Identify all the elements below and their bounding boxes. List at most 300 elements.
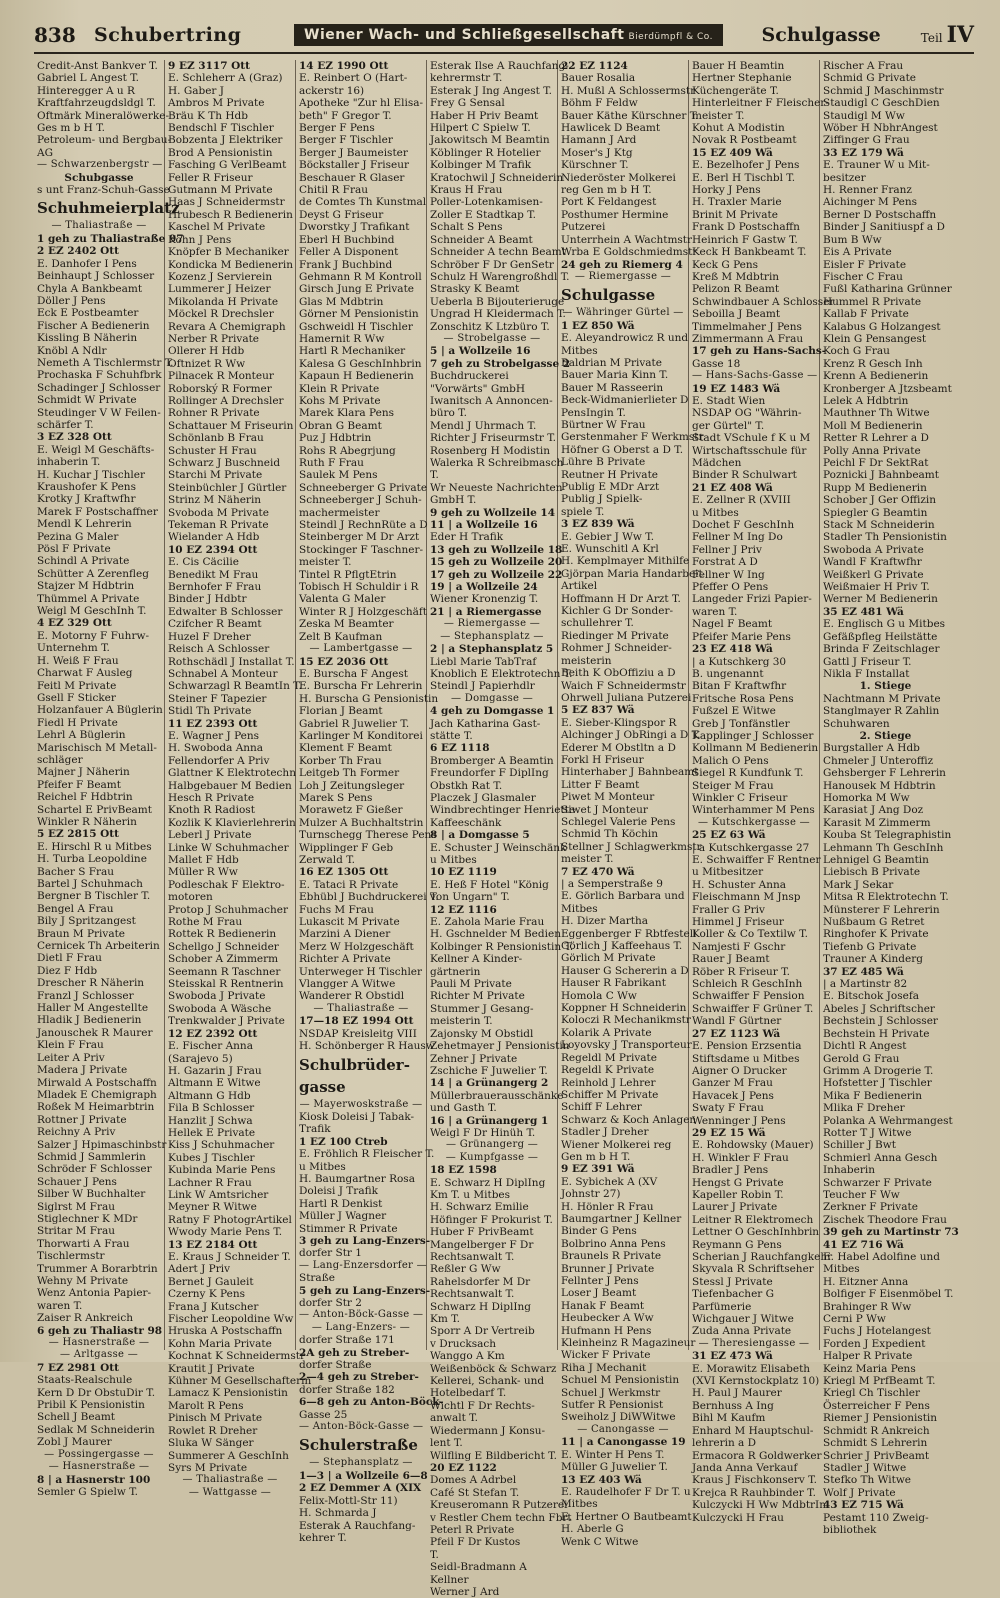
resident-entry: Schulz H Warengroßhdl T.: [430, 270, 570, 283]
resident-entry: Retter R Lehrer a D: [823, 432, 929, 445]
resident-entry: Podleschak F Elektro-: [168, 878, 285, 891]
resident-entry: Köblinger R Hotelier: [430, 146, 541, 159]
house-number-entry: 5 EZ 2815 Ott: [37, 828, 120, 841]
resident-entry: Frank J Buchbind: [299, 258, 393, 271]
resident-entry: Schmidt W Private: [37, 394, 137, 407]
house-number-entry: 10 EZ 2394 Ott: [168, 543, 258, 556]
resident-entry: Kozlik K Klavierlehrerin: [168, 816, 296, 829]
cross-street-marker: — Hasnerstraße —: [48, 1461, 150, 1473]
resident-entry: Kraftfahrzeugdsldgl T.: [37, 97, 156, 110]
resident-entry: Edwalter B Schlosser: [168, 605, 283, 618]
resident-entry: kehrermstr T.: [430, 72, 503, 85]
resident-entry: meisterin T.: [430, 1015, 493, 1028]
resident-entry: Liebisch B Private: [823, 866, 921, 879]
resident-entry: Kichler G Dr Sonder-: [561, 605, 674, 618]
resident-entry: E. Schwaiffer F Rentner: [692, 854, 821, 866]
resident-entry: Rosenberg H Modistin: [430, 444, 550, 457]
resident-entry: Lelek A Hdbtrin: [823, 394, 909, 407]
resident-entry: Kalesa G GeschInhbrin: [299, 357, 422, 370]
resident-entry: T.: [430, 1548, 439, 1561]
house-number-entry: 39 geh zu Martinstr 73: [823, 1226, 959, 1239]
resident-entry: Keck G Pens: [692, 258, 759, 271]
resident-entry: Alchinger J ObRingi a D T.: [561, 729, 701, 742]
resident-entry: | a Semperstraße 9: [561, 878, 663, 890]
house-number-entry: 11 | a Wollzeile 16: [430, 519, 538, 532]
resident-entry: Stessl J Private: [692, 1275, 773, 1288]
resident-entry: Trenkwalder J Private: [168, 1015, 285, 1028]
resident-entry: Pösl F Private: [37, 543, 111, 556]
resident-entry: Regeldl K Private: [561, 1064, 655, 1077]
resident-entry: Bartel J Schuhmach: [37, 878, 143, 890]
resident-entry: Salzer J Hpimaschinbstr: [37, 1138, 167, 1151]
resident-entry: Piwet M Monteur: [561, 791, 655, 804]
resident-entry: Mangelberger F Dr: [430, 1238, 534, 1251]
resident-entry: Fritsche Rosa Pens: [692, 692, 794, 705]
resident-entry: E. Wunschitl A Krl: [561, 543, 659, 556]
resident-entry: Rechtsanwalt T.: [430, 1288, 515, 1301]
resident-entry: Loser J Beamt: [561, 1287, 637, 1300]
resident-entry: Poller-Lotenkamisen-: [430, 196, 543, 209]
resident-entry: Rupp M Bedienerin: [823, 481, 927, 494]
cross-street-marker: — Thaliastraße —: [313, 1002, 409, 1014]
resident-entry: Mika F Bedienerin: [823, 1089, 923, 1102]
resident-entry: Wöber H NbhrAngest: [823, 122, 938, 135]
resident-entry: Glas M Mdbtrin: [299, 295, 384, 308]
resident-entry: H. Baumgartner Rosa: [299, 1172, 415, 1185]
resident-entry: Scherian J Rauchfangkehr: [692, 1251, 833, 1263]
resident-entry: Riemer J Pensionistin: [823, 1412, 938, 1425]
resident-entry: Kaffeeschänk: [430, 816, 502, 829]
resident-entry: Meyner R Witwe: [168, 1201, 257, 1214]
resident-entry: Madera J Private: [37, 1064, 128, 1077]
cross-street-marker: — Kumpfgasse —: [445, 1151, 539, 1163]
house-number-entry: 27 EZ 1123 Wä: [692, 1027, 781, 1040]
resident-entry: Marolt R Pens: [168, 1399, 244, 1412]
resident-entry: Ungrad H Kleidermach T.: [430, 308, 566, 321]
resident-entry: Laurer J Private: [692, 1201, 778, 1214]
resident-entry: Siegel R Kundfunk T.: [692, 767, 804, 780]
house-number-entry: 10 EZ 1119: [430, 866, 497, 879]
resident-entry: ackerstr 16): [299, 84, 365, 97]
resident-entry: Bily J Spritzangest: [37, 915, 136, 928]
resident-entry: H. Schwarz Emilie: [430, 1201, 529, 1214]
teil-number: IV: [946, 22, 974, 48]
resident-entry: E. Gebier J Ww T.: [561, 530, 655, 543]
resident-entry: Klein R Private: [299, 382, 380, 395]
resident-entry: Mlika F Dreher: [823, 1102, 905, 1115]
resident-entry: Hengst G Private: [692, 1176, 784, 1189]
resident-entry: Tiefenb G Private: [823, 940, 917, 953]
resident-entry: Iwanitsch A Annoncen-: [430, 394, 553, 407]
resident-entry: Marek F Postschaffner: [37, 505, 158, 518]
resident-entry: Tekeman R Private: [168, 519, 269, 532]
cross-street-marker: — Lang-Enzers- —: [311, 1321, 411, 1333]
sub-heading: 1. Stiege: [859, 680, 912, 693]
resident-entry: Knoth R Radiost: [168, 804, 255, 817]
resident-entry: Revara A Chemigraph: [168, 320, 286, 333]
resident-entry: Kochnat K Schneidermstr: [168, 1350, 305, 1363]
resident-entry: Beith K ObOffiziu a D: [561, 667, 676, 680]
resident-entry: Swoboda J Private: [168, 990, 266, 1003]
resident-entry: Jakowitsch M Beamtin: [430, 134, 550, 147]
resident-entry: Leitner R Elektromech: [692, 1213, 814, 1226]
resident-entry: Feitl M Private: [37, 679, 117, 692]
resident-entry: Tintel R PflgtEtrin: [299, 568, 397, 581]
resident-entry: Stiftsdame u Mitbes: [692, 1052, 800, 1065]
resident-entry: Karlinger M Konditorei: [299, 729, 423, 742]
resident-entry: E. Habel Adolfine und: [823, 1251, 940, 1263]
resident-entry: büro T.: [430, 407, 467, 420]
resident-entry: Wenz Antonia Papier-: [37, 1287, 152, 1300]
resident-entry: Kriegl M PrfBeamt T.: [823, 1375, 936, 1388]
advertisement-banner: [294, 24, 723, 46]
house-number-entry: 16 | a Grünangerg 1: [430, 1114, 549, 1127]
resident-entry: E. Stadt Wien: [692, 394, 766, 407]
resident-entry: Bauer H Beamtin: [692, 60, 785, 72]
resident-entry: Lehrl A Büglerin: [37, 729, 126, 742]
resident-entry: Stritar M Frau: [37, 1225, 116, 1238]
resident-entry: Gabriel R Juwelier T.: [299, 717, 410, 730]
resident-entry: Czerny K Pens: [168, 1288, 245, 1301]
house-number-entry: 13 EZ 2184 Ott: [168, 1238, 258, 1251]
resident-entry: (Sarajevo 5): [168, 1052, 233, 1065]
house-number-entry: 14 EZ 1990 Ott: [299, 60, 389, 72]
resident-entry: Schnabel A Monteur: [168, 667, 278, 680]
resident-entry: Aigner O Drucker: [692, 1064, 787, 1077]
resident-entry: Credit-Anst Bankver T.: [37, 60, 158, 72]
resident-entry: Lehnigel G Beamtin: [823, 854, 929, 866]
resident-entry: Petroleum- und Bergbau-: [37, 134, 172, 147]
resident-entry: Knöbl A Ndlr: [37, 344, 107, 357]
house-number-entry: 7 EZ 2981 Ott: [37, 1361, 120, 1374]
resident-entry: Protop J Schuhmacher: [168, 903, 289, 916]
teil-label: Teil: [920, 31, 943, 45]
resident-entry: Winter R J Holzgeschäft: [299, 605, 428, 618]
resident-entry: Pauli M Private: [430, 978, 512, 991]
resident-entry: Mirwald A Postschaffn: [37, 1076, 157, 1089]
resident-entry: Wanggo A Km: [430, 1350, 505, 1363]
resident-entry: Port K Feldangest: [561, 196, 657, 209]
resident-entry: Riha J Mechanit: [561, 1361, 647, 1374]
house-number-entry: 1—3 | a Wollzeile 6—8: [299, 1469, 428, 1482]
resident-entry: Lummerer J Heizer: [168, 283, 271, 296]
resident-entry: Artikel: [561, 580, 598, 593]
resident-entry: Domes A Adrbel: [430, 1474, 517, 1487]
resident-entry: Fellendorfer A Priv: [168, 754, 270, 767]
resident-entry: Stadler Th Pensionistin: [823, 531, 947, 544]
resident-entry: Bengel A Frau: [37, 902, 114, 915]
resident-entry: u Mitbes: [430, 854, 477, 866]
resident-entry: Obran G Beamt: [299, 419, 382, 432]
resident-entry: Horky J Pens: [692, 184, 761, 197]
resident-entry: Niederöster Molkerei: [561, 171, 676, 184]
resident-entry: Mitbes: [823, 1263, 860, 1276]
house-number-entry: 19 | a Wollzeile 24: [430, 581, 538, 594]
cross-street-marker: — Grünangerg —: [445, 1139, 539, 1151]
resident-entry: Seboilla J Beamt: [692, 308, 781, 321]
resident-entry: Staudigl M Ww: [823, 109, 905, 122]
resident-entry: Schartel E PrivBeamt: [37, 803, 152, 816]
resident-entry: Reinhold J Lehrer: [561, 1076, 656, 1089]
resident-entry: Schwarz & Koch Anlagen: [561, 1113, 697, 1126]
resident-entry: Kreuseromann R Putzerei: [430, 1499, 568, 1512]
resident-entry: Hawlicek D Beamt: [561, 122, 661, 135]
resident-entry: Schiller J Bwt: [823, 1139, 896, 1152]
resident-entry: Sedlak M Schneiderin: [37, 1423, 155, 1436]
resident-entry: Wicker F Private: [561, 1349, 651, 1362]
resident-entry: Braunels R Private: [561, 1250, 662, 1263]
resident-entry: Moser's J Ktg: [561, 146, 633, 159]
resident-entry: Rottek R Bedienerin: [168, 928, 277, 941]
resident-entry: E. Morawitz Elisabeth: [692, 1362, 811, 1375]
directory-column: [165, 60, 312, 1498]
resident-entry: Schröder F Schlosser: [37, 1163, 152, 1176]
resident-entry: Wenninger J Pens: [692, 1114, 786, 1127]
resident-entry: Kapaun H Bedienerin: [299, 370, 414, 383]
house-number-entry: 1 EZ 100 Ctreb: [299, 1135, 388, 1148]
resident-entry: Litter F Beamt: [561, 778, 640, 791]
resident-entry: AG: [37, 146, 53, 159]
resident-entry: Seidl-Bradmann A: [430, 1561, 527, 1574]
resident-entry: Swoboda A Private: [823, 543, 924, 556]
resident-entry: v Drucksach: [430, 1337, 497, 1350]
resident-entry: Zeska M Beamter: [299, 618, 394, 631]
resident-entry: beth" F Gregor T.: [299, 109, 392, 122]
resident-entry: GmbH T.: [430, 494, 477, 507]
resident-entry: u Mitbesitzer: [692, 866, 764, 879]
resident-entry: Fuchs J Hotelangest: [823, 1325, 931, 1338]
resident-entry: Heinrich F Gastw T.: [692, 233, 798, 246]
resident-entry: Timmelmaher J Pens: [692, 320, 802, 333]
resident-entry: Rowlet R Dreher: [168, 1424, 258, 1437]
resident-entry: Publig E MDr Arzt: [561, 481, 660, 493]
resident-entry: Deyst G Friseur: [299, 208, 384, 221]
resident-entry: H. Dizer Martha: [561, 915, 648, 928]
resident-entry: Pribil K Pensionistin: [37, 1399, 145, 1412]
resident-entry: Feller A Disponent: [299, 246, 399, 259]
resident-entry: Halper R Private: [823, 1350, 913, 1363]
resident-entry: Mladek E Chemigraph: [37, 1088, 157, 1101]
resident-entry: Schober J Ger Offizin: [823, 494, 937, 507]
house-number-entry: 9 EZ 3117 Ott: [168, 60, 251, 72]
street-heading: Schuhmeierplatz: [37, 199, 180, 218]
resident-entry: Kraus H Frau: [430, 184, 503, 197]
house-number-entry: 21 | a Riemergasse: [430, 605, 542, 618]
resident-entry: E. Zellner R (XVIII: [692, 494, 791, 507]
resident-entry: Schwarzagl R BeamtIn T.: [168, 680, 302, 693]
house-number-entry: 5 | a Wollzeile 16: [430, 345, 531, 358]
directory-column: [296, 60, 444, 1544]
resident-entry: Kubinda Marie Pens: [168, 1164, 276, 1177]
resident-entry: Bromberger A Beamtin: [430, 754, 554, 767]
resident-entry: Knoblich E Elektrotechn T.: [430, 667, 573, 680]
resident-entry: u Mitbes: [299, 1160, 346, 1173]
resident-entry: Winkler C Friseur: [692, 791, 788, 804]
resident-entry: Schwaiffer F Pension: [692, 990, 805, 1003]
resident-entry: Pfeffer O Pens: [692, 581, 769, 594]
resident-entry: Kallab F Private: [823, 308, 909, 321]
resident-entry: Müllerbrauerausschänke: [430, 1089, 564, 1102]
resident-entry: Ederer M Obstltn a D: [561, 741, 676, 754]
cross-street-marker: — Währinger Gürtel —: [562, 307, 684, 319]
resident-entry: Ganzer M Frau: [692, 1077, 773, 1090]
resident-entry: Werner J Ard: [430, 1585, 500, 1598]
house-number-entry: 2—4 geh zu Streber-: [299, 1371, 419, 1384]
resident-entry: Unterrhein A Wachtmstr: [561, 233, 693, 246]
resident-entry: Döller J Pens: [37, 294, 106, 307]
resident-entry: Kollmann M Bedienerin: [692, 742, 819, 755]
resident-entry: Posthumer Hermine: [561, 208, 669, 221]
resident-entry: Kleinheinz R Magazineur: [561, 1337, 696, 1350]
resident-entry: Schwarz H DiplIng: [430, 1300, 531, 1313]
resident-entry: Dworstky J Trafikant: [299, 221, 410, 234]
house-number-entry: 3 EZ 328 Ott: [37, 431, 112, 444]
resident-entry: dorfer Straße 171: [299, 1334, 395, 1347]
resident-entry: Gjörpan Maria Handarbeit: [561, 567, 703, 580]
resident-entry: Steiger M Frau: [692, 779, 774, 792]
resident-entry: E. Danhofer I Pens: [37, 257, 137, 270]
resident-entry: Hanzlit J Schwa: [168, 1114, 253, 1127]
resident-entry: Müller G Juwelier T.: [561, 1461, 668, 1474]
resident-entry: Baumgartner J Kellner: [561, 1212, 682, 1225]
resident-entry: Keinz Maria Pens: [823, 1362, 916, 1375]
resident-entry: Nußbaum G Retret: [823, 916, 925, 929]
resident-entry: besitzer: [823, 171, 866, 184]
resident-entry: Putzerei: [561, 221, 606, 234]
house-number-entry: 6—8 geh zu Anton-Böck-: [299, 1396, 444, 1409]
resident-entry: schärfer T.: [37, 418, 94, 431]
resident-entry: Beinhaupt J Schlosser: [37, 270, 155, 283]
resident-entry: Mulzer A Buchhaltstrin: [299, 816, 424, 829]
resident-entry: Schiff F Lehrer: [561, 1101, 642, 1114]
resident-entry: T.: [430, 469, 439, 482]
resident-entry: Bihl M Kaufm: [692, 1412, 766, 1425]
resident-entry: E. Heß F Hotel "König: [430, 878, 549, 891]
resident-entry: bibliothek: [823, 1523, 877, 1536]
resident-entry: Oftmärk Mineralöwerke-: [37, 109, 170, 122]
resident-entry: Buchdruckerei: [430, 370, 509, 383]
resident-entry: Kaschel M Private: [168, 221, 266, 234]
resident-entry: H. Swoboda Anna: [168, 742, 264, 755]
house-number-entry: 35 EZ 481 Wä: [823, 605, 904, 618]
house-number-entry: 2 | a Stephansplatz 5: [430, 643, 554, 656]
resident-entry: Trummer A Borarbtrin: [37, 1262, 158, 1275]
resident-entry: Koller & Co Textilw T.: [692, 928, 808, 941]
resident-entry: Kissling B Näherin: [37, 332, 138, 345]
house-number-entry: 17—18 EZ 1994 Ott: [299, 1015, 414, 1028]
resident-entry: Gattl J Friseur T.: [823, 655, 912, 668]
resident-entry: Fiedl H Private: [37, 716, 118, 729]
resident-entry: Mitbes: [561, 1498, 598, 1511]
resident-entry: Wenk C Witwe: [561, 1535, 639, 1548]
resident-entry: Lachner R Frau: [168, 1176, 252, 1189]
right-running-title: Schulgasse: [761, 24, 881, 46]
house-number-entry: 7 geh zu Strobelgasse 2: [430, 357, 571, 370]
resident-entry: Stummer J Gesang-: [430, 1002, 534, 1015]
resident-entry: Tischlermstr: [37, 1250, 105, 1263]
resident-entry: Novak R Postbeamt: [692, 134, 797, 147]
house-number-entry: 12 EZ 1116: [430, 903, 497, 916]
resident-entry: Mauthner Th Witwe: [823, 407, 930, 420]
resident-entry: Lehmann Th GeschInh: [823, 841, 944, 854]
resident-entry: Hofstetter J Tischler: [823, 1077, 932, 1090]
resident-entry: Sluka W Sänger: [168, 1437, 254, 1450]
page-number: 838: [34, 23, 76, 47]
resident-entry: Mitsa R Elektrotechn T.: [823, 891, 949, 904]
resident-entry: Eder H Trafik: [430, 531, 504, 544]
cross-street-marker: — Possingergasse —: [44, 1448, 154, 1460]
resident-entry: Km T. u Mitbes: [430, 1188, 511, 1201]
resident-entry: Berger F Pens: [299, 122, 375, 135]
resident-entry: Schauer J Pens: [37, 1175, 117, 1188]
resident-entry: Freundorfer F DiplIng: [430, 767, 549, 780]
resident-entry: Bacher S Frau: [37, 865, 115, 878]
sub-heading: 2. Stiege: [859, 729, 912, 742]
resident-entry: Heubecker A Ww: [561, 1312, 654, 1325]
resident-entry: Rollinger A Drechsler: [168, 394, 284, 407]
house-number-entry: 23 EZ 418 Wä: [692, 643, 773, 656]
resident-entry: Kapplinger J Schlosser: [692, 729, 814, 742]
resident-entry: Gsell F Sticker: [37, 691, 116, 704]
resident-entry: anwalt T.: [430, 1412, 478, 1425]
resident-entry: H. Gschnelder M Bedien: [430, 928, 561, 941]
resident-entry: Brinda F Zeitschlager: [823, 643, 940, 656]
resident-entry: E. Hertner O Bautbeamt: [561, 1510, 692, 1523]
resident-entry: Steiner F Tapezier: [168, 692, 267, 705]
resident-entry: Schadinger J Schlosser: [37, 381, 161, 394]
resident-entry: Straße: [299, 1272, 335, 1285]
resident-entry: Steindl J RechnRüte a D: [299, 519, 428, 532]
house-number-entry: 6 EZ 1118: [430, 742, 490, 755]
resident-entry: Knöpfer B Mechaniker: [168, 246, 289, 259]
cross-street-marker: — Riemergasse —: [443, 618, 541, 630]
resident-entry: stätte T.: [430, 729, 473, 742]
resident-entry: Dietl F Frau: [37, 952, 102, 965]
cross-street-marker: — Arltgasse —: [59, 1349, 139, 1361]
resident-entry: Stockinger F Taschner-: [299, 543, 424, 556]
house-number-entry: 1 geh zu Thaliastraße 97: [37, 232, 184, 245]
resident-entry: Brinit M Private: [692, 208, 778, 221]
resident-entry: H. Schönberger R Hausw: [299, 1040, 435, 1053]
resident-entry: Fischer Leopoldine Ww: [168, 1313, 294, 1326]
resident-entry: Syrs M Private: [168, 1461, 248, 1474]
resident-entry: Aichinger M Pens: [823, 196, 918, 209]
resident-entry: Weigl M GeschInh T.: [37, 605, 147, 618]
resident-entry: Marek S Pens: [299, 791, 373, 804]
resident-entry: meister T.: [299, 556, 352, 569]
resident-entry: Kohs M Private: [299, 394, 381, 407]
resident-entry: PensIngin T.: [561, 406, 626, 419]
resident-entry: Riedinger M Private: [561, 629, 669, 642]
resident-entry: Eis A Private: [823, 246, 892, 259]
resident-entry: Kürschner T.: [561, 159, 629, 172]
house-number-entry: 2A geh zu Streber-: [299, 1346, 410, 1359]
resident-entry: Hladik J Bedienerin: [37, 1014, 142, 1027]
resident-entry: Karasit M Zimmerm: [823, 816, 931, 829]
resident-entry: Stimmer R Private: [299, 1222, 398, 1235]
resident-entry: E. Burscha F Angest: [299, 667, 408, 680]
resident-entry: NSDAP OG "Währin-: [692, 407, 802, 420]
resident-entry: Hanousek M Hdbtrin: [823, 779, 936, 792]
resident-entry: E. Sybichek A (XV: [561, 1175, 658, 1188]
resident-entry: Bendschl F Tischler: [168, 122, 274, 135]
house-number-entry: 15 EZ 2036 Ott: [299, 655, 389, 668]
resident-entry: Reichny A Priv: [37, 1126, 116, 1139]
resident-entry: Kohut A Modistin: [692, 122, 785, 135]
house-number-entry: 3 geh zu Lang-Enzers-: [299, 1234, 431, 1247]
resident-entry: Werner M Bedienerin: [823, 593, 938, 606]
resident-entry: Hufmann H Pens: [561, 1324, 652, 1337]
